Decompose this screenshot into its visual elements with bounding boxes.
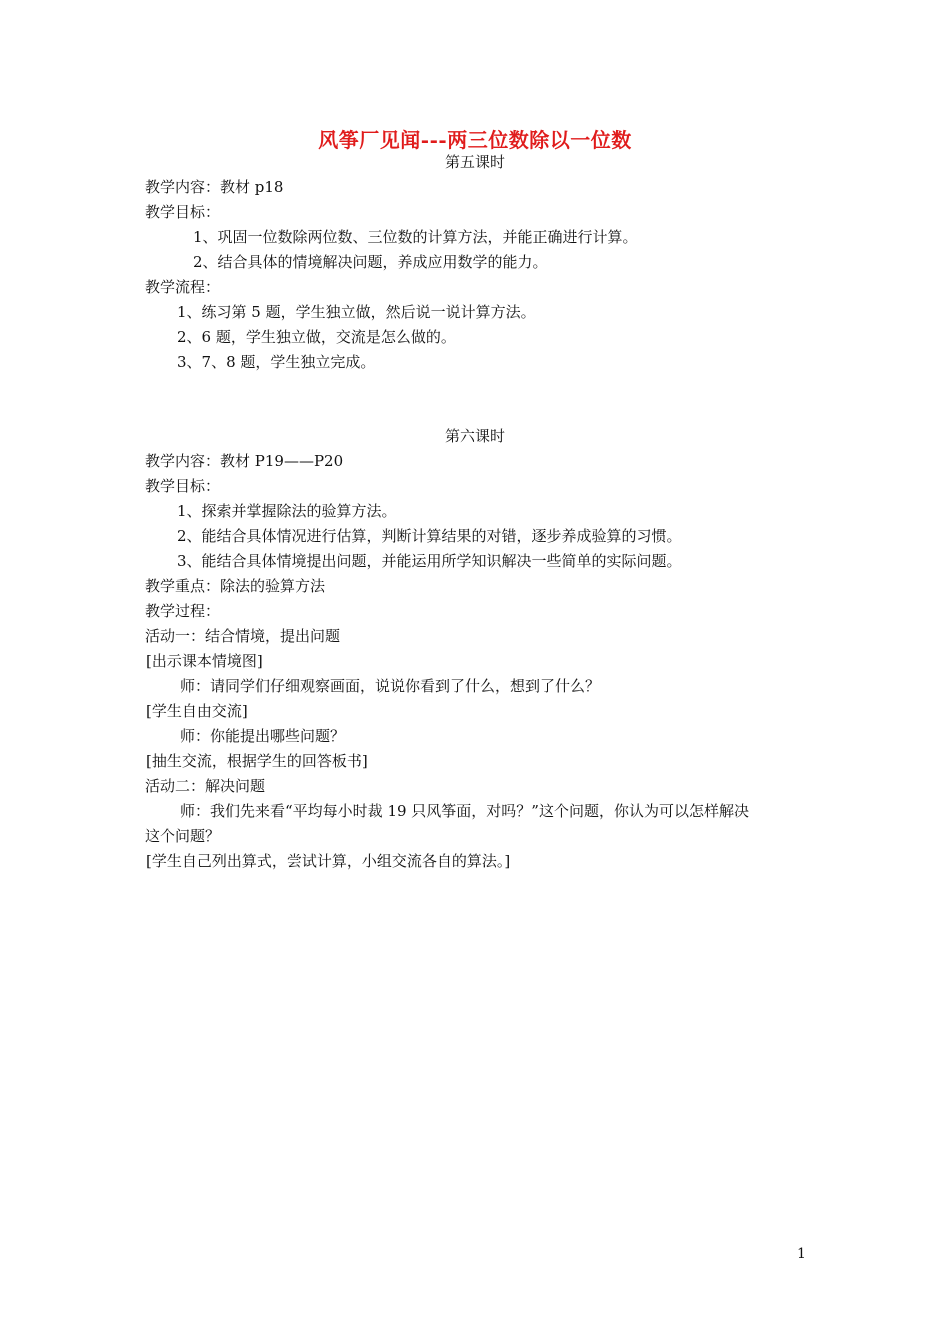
lesson5-process-label: 教学流程： [145,278,221,296]
activity2-teacher-line-1: 师：我们先来看“平均每小时裁 19 只风筝面，对吗？”这个问题，你认为可以怎样解决 [180,802,749,820]
activity1-bracket-1: [出示课本情境图] [146,652,263,670]
activity1-bracket-2: [学生自由交流] [146,702,248,720]
activity2-bracket-1: [学生自己列出算式，尝试计算，小组交流各自的算法。] [146,852,511,870]
lesson6-goal-2: 2、能结合具体情况进行估算，判断计算结果的对错，逐步养成验算的习惯。 [177,527,682,545]
lesson5-goal-2: 2、结合具体的情境解决问题，养成应用数学的能力。 [193,253,548,271]
document-title: 风筝厂见闻---两三位数除以一位数 [318,128,632,152]
lesson6-goals-label: 教学目标： [145,477,221,495]
activity2-heading: 活动二：解决问题 [145,777,266,795]
lesson5-process-2: 2、6 题，学生独立做，交流是怎么做的。 [177,328,456,346]
activity1-teacher-2: 师：你能提出哪些问题？ [180,727,346,745]
lesson5-heading: 第五课时 [444,153,505,171]
lesson5-process-3: 3、7、8 题，学生独立完成。 [177,353,376,371]
activity1-bracket-3: [抽生交流，根据学生的回答板书] [146,752,368,770]
lesson6-heading: 第六课时 [444,427,505,445]
lesson6-process-label: 教学过程： [145,602,221,620]
lesson6-key-point: 教学重点：除法的验算方法 [145,577,326,595]
lesson6-goal-1: 1、探索并掌握除法的验算方法。 [177,502,397,520]
lesson5-content: 教学内容：教材 p18 [145,178,284,196]
activity1-teacher-1: 师：请同学们仔细观察画面，说说你看到了什么，想到了什么？ [180,677,601,695]
lesson6-goal-3: 3、能结合具体情境提出问题，并能运用所学知识解决一些简单的实际问题。 [177,552,682,570]
activity2-teacher-line-2: 这个问题？ [145,827,221,845]
lesson5-goal-1: 1、巩固一位数除两位数、三位数的计算方法，并能正确进行计算。 [193,228,638,246]
lesson5-process-1: 1、练习第 5 题，学生独立做，然后说一说计算方法。 [177,303,536,321]
lesson5-goals-label: 教学目标： [145,203,221,221]
activity1-heading: 活动一：结合情境，提出问题 [145,627,341,645]
lesson6-content: 教学内容：教材 P19——P20 [145,452,344,470]
page-number: 1 [797,1246,806,1262]
